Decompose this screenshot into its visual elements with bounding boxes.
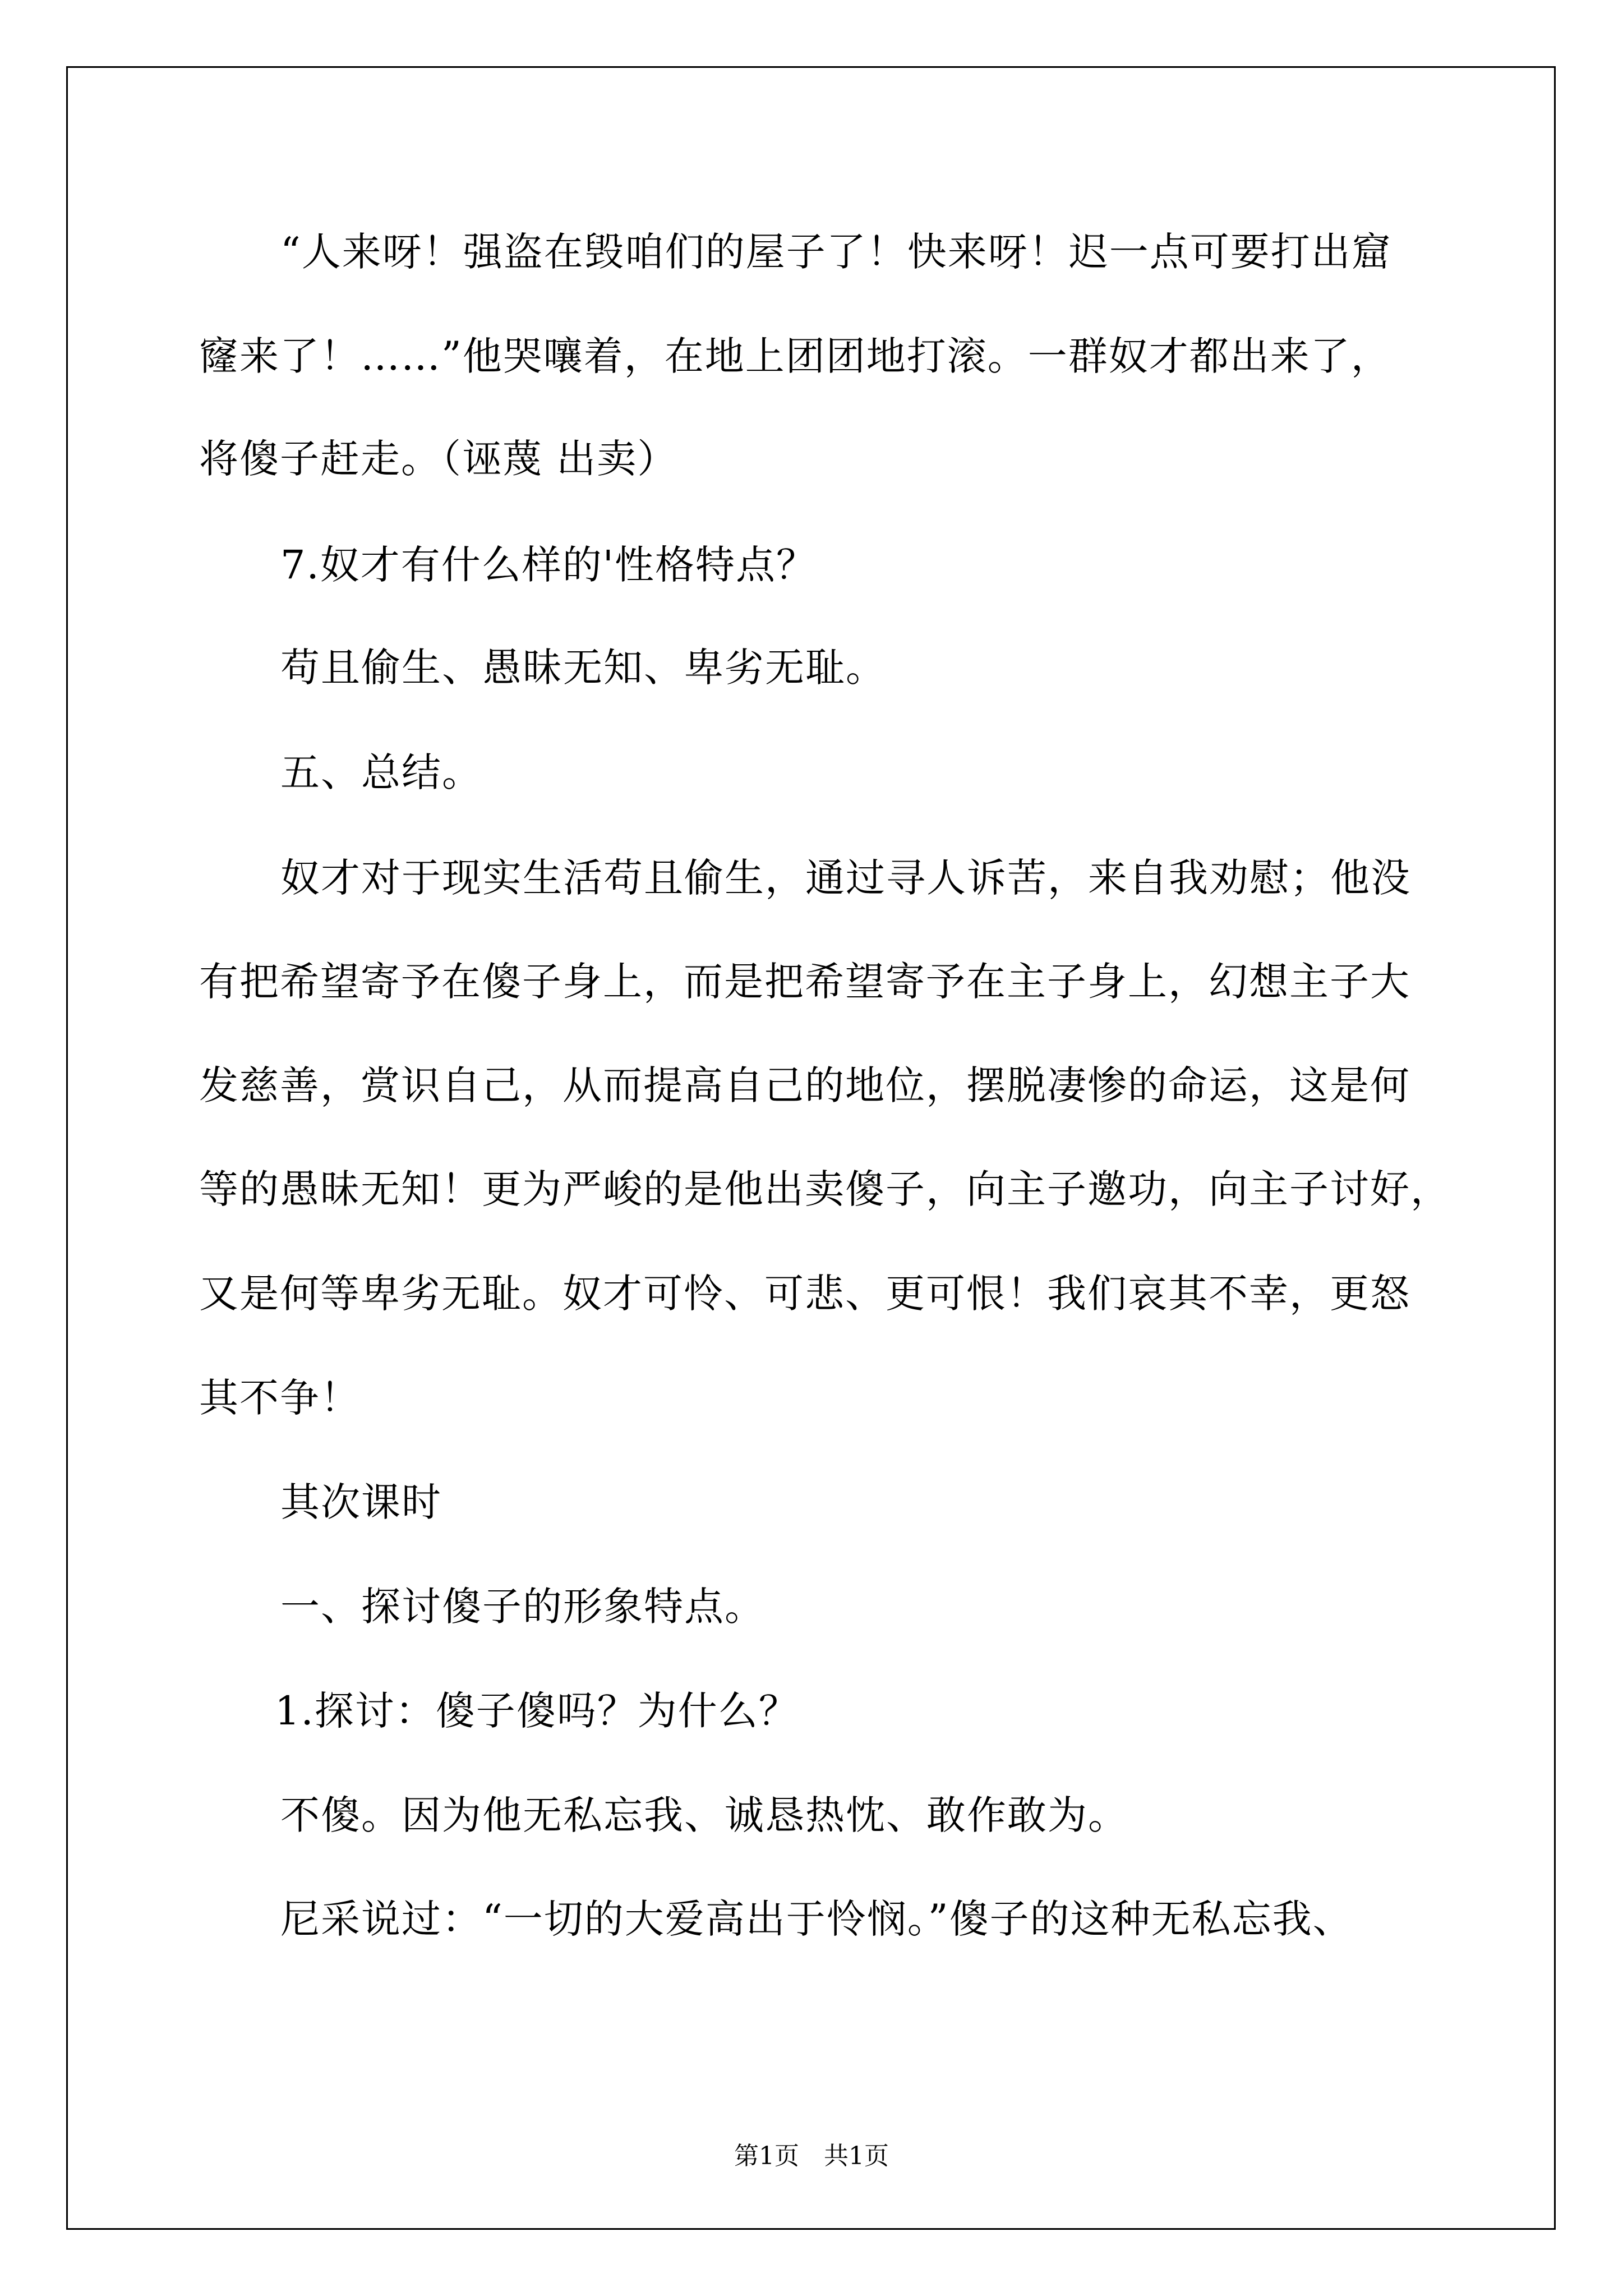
paragraph-line-17: 尼采说过：“一切的大爱高出于怜悯。”傻子的这种无私忘我、 [280, 1896, 1353, 1942]
paragraph-line-5: 苟且偷生、愚昧无知、卑劣无耻。 [280, 645, 886, 691]
paragraph-line-8: 有把希望寄予在傻子身上，而是把希望寄予在主子身上，幻想主子大 [199, 959, 1410, 1005]
section-heading-second-lesson: 其次课时 [280, 1479, 442, 1525]
paragraph-line-11: 又是何等卑劣无耻。奴才可怜、可悲、更可恨！我们哀其不幸，更怒 [199, 1271, 1410, 1317]
page-footer: 第1页 共1页 [734, 2142, 889, 2170]
paragraph-line-16: 不傻。因为他无私忘我、诚恳热忱、敢作敢为。 [280, 1792, 1128, 1838]
paragraph-line-15: 1.探讨：傻子傻吗？为什么？ [275, 1688, 799, 1734]
paragraph-line-2: 窿来了！……”他哭嚷着，在地上团团地打滚。一群奴才都出来了， [199, 333, 1391, 379]
paragraph-line-4: 7.奴才有什么样的'性格特点？ [280, 542, 817, 588]
paragraph-line-9: 发慈善，赏识自己，从而提高自己的地位，摆脱凄惨的命运，这是何 [199, 1062, 1410, 1108]
paragraph-line-14: 一、探讨傻子的形象特点。 [280, 1584, 765, 1630]
paragraph-line-1: “人来呀！强盗在毁咱们的屋子了！快来呀！迟一点可要打出窟 [280, 229, 1392, 275]
paragraph-line-7: 奴才对于现实生活苟且偷生，通过寻人诉苦，来自我劝慰；他没 [280, 855, 1411, 901]
paragraph-line-3: 将傻子赶走。（诬蔑 出卖） [199, 436, 678, 482]
section-heading-summary: 五、总结。 [280, 749, 482, 795]
paragraph-line-10: 等的愚昧无知！更为严峻的是他出卖傻子，向主子邀功，向主子讨好， [199, 1166, 1451, 1212]
paragraph-line-12: 其不争！ [199, 1375, 361, 1421]
